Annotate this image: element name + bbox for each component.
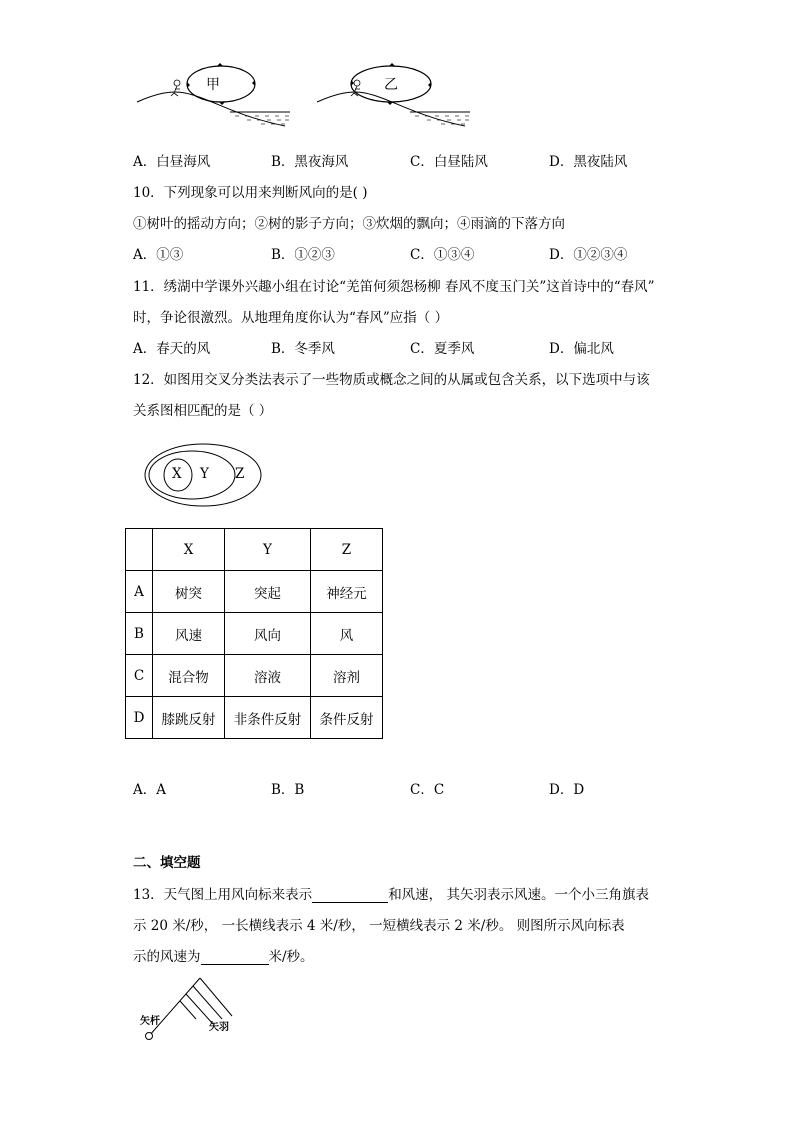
q11-option-d[interactable]: D．偏北风 <box>549 341 614 357</box>
q11-option-a[interactable]: A．春天的风 <box>133 341 211 357</box>
q12-option-c[interactable]: C．C <box>410 782 445 798</box>
table-cell: 溶剂 <box>311 655 383 697</box>
q13-line2: 示 20 米/秒， 一长横线表示 4 米/秒， 一短横线表示 2 米/秒。 则图所示风向标表 <box>133 918 625 934</box>
table-row <box>126 571 383 613</box>
q11-stem-line1: 11．绣湖中学课外兴趣小组在讨论“羌笛何须怨杨柳 春风不度玉门关”这首诗中的“春风” <box>133 279 655 295</box>
table-cell: 神经元 <box>311 571 383 613</box>
table-cell: 风 <box>311 613 383 655</box>
wind-vane-label-shaft: 矢杆 <box>140 1016 160 1027</box>
section-title-fill-in: 二、填空题 <box>133 855 201 871</box>
table-row <box>126 613 383 655</box>
table-cell: A <box>126 571 153 613</box>
table-cell: B <box>126 613 153 655</box>
q9-option-c[interactable]: C．白昼陆风 <box>410 154 488 170</box>
q13-line1-a: 13．天气图上用风向标来表示 <box>133 887 313 903</box>
table-cell: 突起 <box>225 571 311 613</box>
q10-stem: 10．下列现象可以用来判断风向的是( ) <box>133 185 368 201</box>
table-header-cell: Y <box>225 529 311 571</box>
q10-option-c[interactable]: C．①③④ <box>410 247 475 263</box>
q10-option-d[interactable]: D．①②③④ <box>549 247 628 263</box>
q13-blank-1[interactable] <box>312 888 388 903</box>
q10-items: ①树叶的摇动方向；②树的影子方向；③炊烟的飘向；④雨滴的下落方向 <box>133 216 565 232</box>
table-row <box>126 655 383 697</box>
q11-option-c[interactable]: C．夏季风 <box>410 341 475 357</box>
diagram-label-yi: 乙 <box>384 77 398 93</box>
q13-line1 <box>133 883 649 903</box>
venn-label-z: Z <box>235 466 245 482</box>
table-row <box>126 697 383 739</box>
table-header-cell: X <box>153 529 225 571</box>
table-cell: 风速 <box>153 613 225 655</box>
q12-option-d[interactable]: D．D <box>549 782 585 798</box>
table-cell: 混合物 <box>153 655 225 697</box>
table-cell: 溶液 <box>225 655 311 697</box>
q13-blank-2[interactable] <box>201 950 269 965</box>
q9-option-a[interactable]: A．白昼海风 <box>133 154 211 170</box>
q11-option-b[interactable]: B．冬季风 <box>271 341 335 357</box>
q12-stem-line1: 12．如图用交叉分类法表示了一些物质或概念之间的从属或包含关系，以下选项中与该 <box>133 372 650 388</box>
table-cell: 条件反射 <box>311 697 383 739</box>
wind-vane-figure <box>140 972 240 1046</box>
classification-table <box>125 528 383 739</box>
table-header-cell: Z <box>311 529 383 571</box>
q12-option-b[interactable]: B．B <box>271 782 305 798</box>
q11-stem-line2: 时，争论很激烈。从地理角度你认为“春风”应指（ ） <box>133 310 449 326</box>
q13-line1-b: 和风速， 其矢羽表示风速。一个小三角旗表 <box>388 887 649 903</box>
table-cell: 膝跳反射 <box>153 697 225 739</box>
table-cell: 树突 <box>153 571 225 613</box>
table-cell: 非条件反射 <box>225 697 311 739</box>
sea-land-breeze-diagram-jia <box>135 58 295 138</box>
q12-option-a[interactable]: A．A <box>133 782 166 798</box>
q13-line3 <box>133 945 314 965</box>
diagram-label-jia: 甲 <box>206 77 220 93</box>
q9-option-b[interactable]: B．黑夜海风 <box>271 154 349 170</box>
q13-line3-a: 示的风速为 <box>133 949 201 965</box>
sea-land-breeze-diagram-yi <box>315 58 475 138</box>
q10-option-b[interactable]: B．①②③ <box>271 247 335 263</box>
q9-option-d[interactable]: D．黑夜陆风 <box>549 154 628 170</box>
table-cell: D <box>126 697 153 739</box>
venn-label-y: Y <box>200 466 209 482</box>
wind-vane-label-feather: 矢羽 <box>209 1022 229 1033</box>
table-cell: C <box>126 655 153 697</box>
table-header-row <box>126 529 383 571</box>
table-header-cell <box>126 529 153 571</box>
table-cell: 风向 <box>225 613 311 655</box>
q13-line3-b: 米/秒。 <box>268 949 314 965</box>
venn-label-x: X <box>172 466 182 482</box>
q12-stem-line2: 关系图相匹配的是（ ） <box>133 403 273 419</box>
q10-option-a[interactable]: A．①③ <box>133 247 184 263</box>
